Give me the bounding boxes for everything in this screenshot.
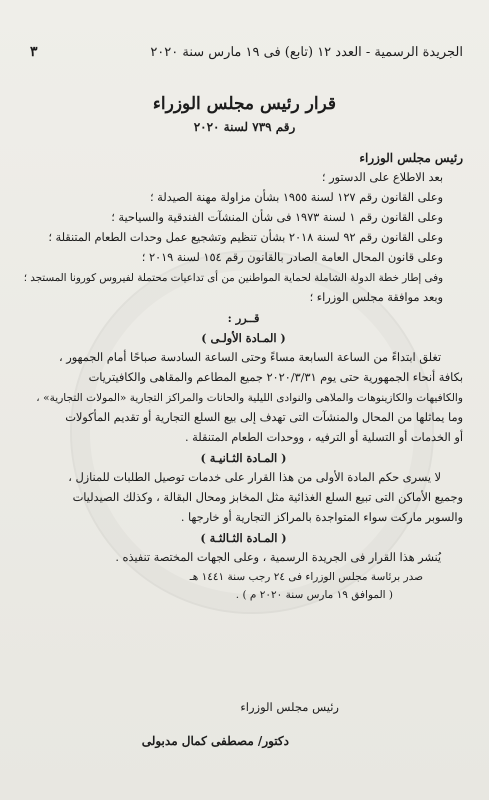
running-title: الجريدة الرسمية - العدد ١٢ (تابع) فى ١٩ مارس سنة ٢٠٢٠ bbox=[150, 45, 463, 60]
preamble bbox=[24, 168, 463, 308]
preamble-line: وفى إطار خطة الدولة الشاملة لحماية المواطنين من أى تداعيات محتملة لفيروس كورونا المستجد ؛ bbox=[23, 272, 443, 284]
issued-line-1: صدر برئاسة مجلس الوزراء فى ٢٤ رجب سنة ١٤٤١ هـ bbox=[189, 571, 423, 583]
article-line: والسوبر ماركت سواء المتواجدة بالمراكز التجارية أو خارجها . bbox=[180, 511, 463, 524]
decree-number: رقم ٧٣٩ لسنة ٢٠٢٠ bbox=[193, 120, 296, 134]
preamble-line: وعلى القانون رقم ٩٢ لسنة ٢٠١٨ بشأن تنظيم وتشجيع عمل وحدات الطعام المتنقلة ؛ bbox=[48, 231, 443, 244]
page-number: ٣ bbox=[30, 44, 38, 60]
signature-title: رئيس مجلس الوزراء bbox=[240, 700, 339, 714]
page-header bbox=[30, 44, 463, 60]
article-line: وجميع الأماكن التى تبيع السلع الغذائية مثل المخابز ومحال البقالة ، وكذلك الصيدليات bbox=[72, 491, 463, 504]
president-line: رئيس مجلس الوزراء bbox=[359, 151, 463, 165]
preamble-line: وعلى قانون المحال العامة الصادر بالقانون رقم ١٥٤ لسنة ٢٠١٩ ؛ bbox=[141, 251, 443, 264]
article-line: والكافيهات والكازينوهات والملاهى والنوادى الليلية والحانات والمراكز التجارية «المولات التجارية» ، bbox=[36, 392, 463, 404]
article-line: بكافة أنحاء الجمهورية حتى يوم ٢٠٢٠/٣/٣١ جميع المطاعم والمقاهى والكافيتريات bbox=[88, 371, 463, 384]
article-line: لا يسرى حكم المادة الأولى من هذا القرار على خدمات توصيل الطلبات للمنازل ، bbox=[68, 471, 441, 484]
preamble-line: وبعد موافقة مجلس الوزراء ؛ bbox=[309, 291, 443, 304]
article-3-heading: ( المـادة الثـالثـة ) bbox=[200, 531, 287, 545]
article-line: أو الخدمات أو التسلية أو الترفيه ، ووحدات الطعام المتنقلة . bbox=[185, 431, 463, 444]
article-line: تغلق ابتداءً من الساعة السابعة مساءً وحتى الساعة السادسة صباحًا أمام الجمهور ، bbox=[59, 351, 441, 364]
article-line: وما يماثلها من المحال والمنشآت التى تهدف إلى بيع السلع التجارية أو تقديم المأكولات bbox=[65, 411, 463, 424]
article-2-heading: ( المـادة الثـانيـة ) bbox=[200, 451, 287, 465]
preamble-line: وعلى القانون رقم ١ لسنة ١٩٧٣ فى شأن المنشآت الفندقية والسياحية ؛ bbox=[111, 211, 443, 224]
decree-title: قرار رئيس مجلس الوزراء bbox=[152, 94, 337, 114]
signature-name: دكتور/ مصطفى كمال مدبولى bbox=[141, 734, 289, 748]
article-3-text bbox=[24, 548, 463, 568]
decision-label: قــرر : bbox=[227, 311, 260, 325]
preamble-line: وعلى القانون رقم ١٢٧ لسنة ١٩٥٥ بشأن مزاولة مهنة الصيدلة ؛ bbox=[150, 191, 443, 204]
decree-body bbox=[24, 148, 463, 604]
article-line: يُنشر هذا القرار فى الجريدة الرسمية ، وعلى الجهات المختصة تنفيذه . bbox=[115, 551, 441, 564]
preamble-line: بعد الاطلاع على الدستور ؛ bbox=[321, 171, 443, 184]
article-1-text bbox=[24, 348, 463, 448]
issued-line-2: ( الموافق ١٩ مارس سنة ٢٠٢٠ م ) . bbox=[235, 589, 393, 601]
article-1-heading: ( المـادة الأولـى ) bbox=[201, 331, 286, 345]
article-2-text bbox=[24, 468, 463, 528]
